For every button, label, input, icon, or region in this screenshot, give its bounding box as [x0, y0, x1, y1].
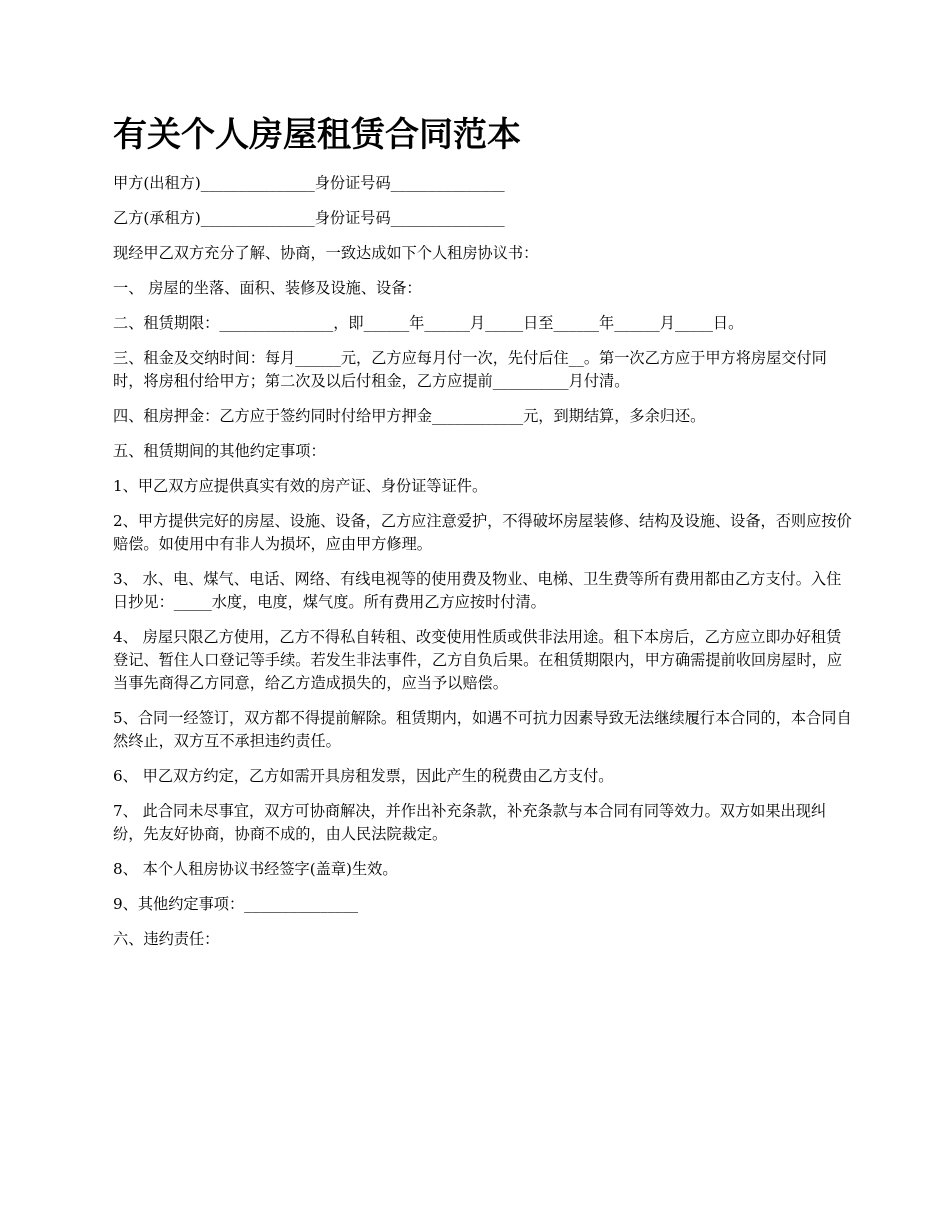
section-1-property: 一、 房屋的坐落、面积、装修及设施、设备：: [113, 279, 422, 297]
clause-2: 2、甲方提供完好的房屋、设施、设备，乙方应注意爱护，不得破坏房屋装修、结构及设施、设备，否则应按价赔偿。如使用中有非人为损坏，应由甲方修理。: [113, 512, 852, 553]
clause-3: 3、 水、电、煤气、电话、网络、有线电视等的使用费及物业、电梯、卫生费等所有费用都由乙方支付。入住日抄见：_____水度，电度，煤气度。所有费用乙方应按时付清。: [113, 570, 842, 611]
clause-9: 9、其他约定事项：_______________: [113, 895, 359, 913]
document-title: 有关个人房屋租赁合同范本: [113, 115, 521, 155]
section-6-heading: 六、违约责任：: [113, 930, 220, 948]
clause-6: 6、 甲乙双方约定，乙方如需开具房租发票，因此产生的税费由乙方支付。: [113, 767, 614, 785]
party-b-line: 乙方(承租方)_______________身份证号码_______________: [113, 209, 505, 227]
clause-1: 1、甲乙双方应提供真实有效的房产证、身份证等证件。: [113, 477, 488, 495]
clause-5: 5、合同一经签订，双方都不得提前解除。租赁期内，如遇不可抗力因素导致无法继续履行本合同的，本合同自然终止，双方互不承担违约责任。: [113, 709, 852, 750]
document-body: [113, 112, 853, 963]
clause-7: 7、 此合同未尽事宜，双方可协商解决，并作出补充条款，补充条款与本合同有同等效力。双方如果出现纠纷，先友好协商，协商不成的，由人民法院裁定。: [113, 802, 827, 843]
section-3-rent: 三、租金及交纳时间：每月______元，乙方应每月付一次，先付后住__。第一次乙方应于甲方将房屋交付同时，将房租付给甲方；第二次及以后付租金，乙方应提前__________月付清。: [113, 349, 827, 390]
clause-8: 8、 本个人租房协议书经签字(盖章)生效。: [113, 860, 398, 878]
intro-paragraph: 现经甲乙双方充分了解、协商，一致达成如下个人租房协议书：: [113, 244, 539, 262]
section-4-deposit: 四、租房押金：乙方应于签约同时付给甲方押金____________元，到期结算，多余归还。: [113, 407, 706, 425]
section-5-heading: 五、租赁期间的其他约定事项：: [113, 442, 326, 460]
clause-4: 4、 房屋只限乙方使用，乙方不得私自转租、改变使用性质或供非法用途。租下本房后，乙方应立即办好租赁登记、暂住人口登记等手续。若发生非法事件，乙方自负后果。在租赁期限内，甲方确需提前收回房屋时，应当事先商得乙方同意，给乙方造成损失的，应当予以赔偿。: [113, 628, 842, 692]
section-2-term: 二、租赁期限：_______________，即______年______月_____日至______年______月_____日。: [113, 314, 744, 332]
party-a-line: 甲方(出租方)_______________身份证号码_______________: [113, 174, 505, 192]
